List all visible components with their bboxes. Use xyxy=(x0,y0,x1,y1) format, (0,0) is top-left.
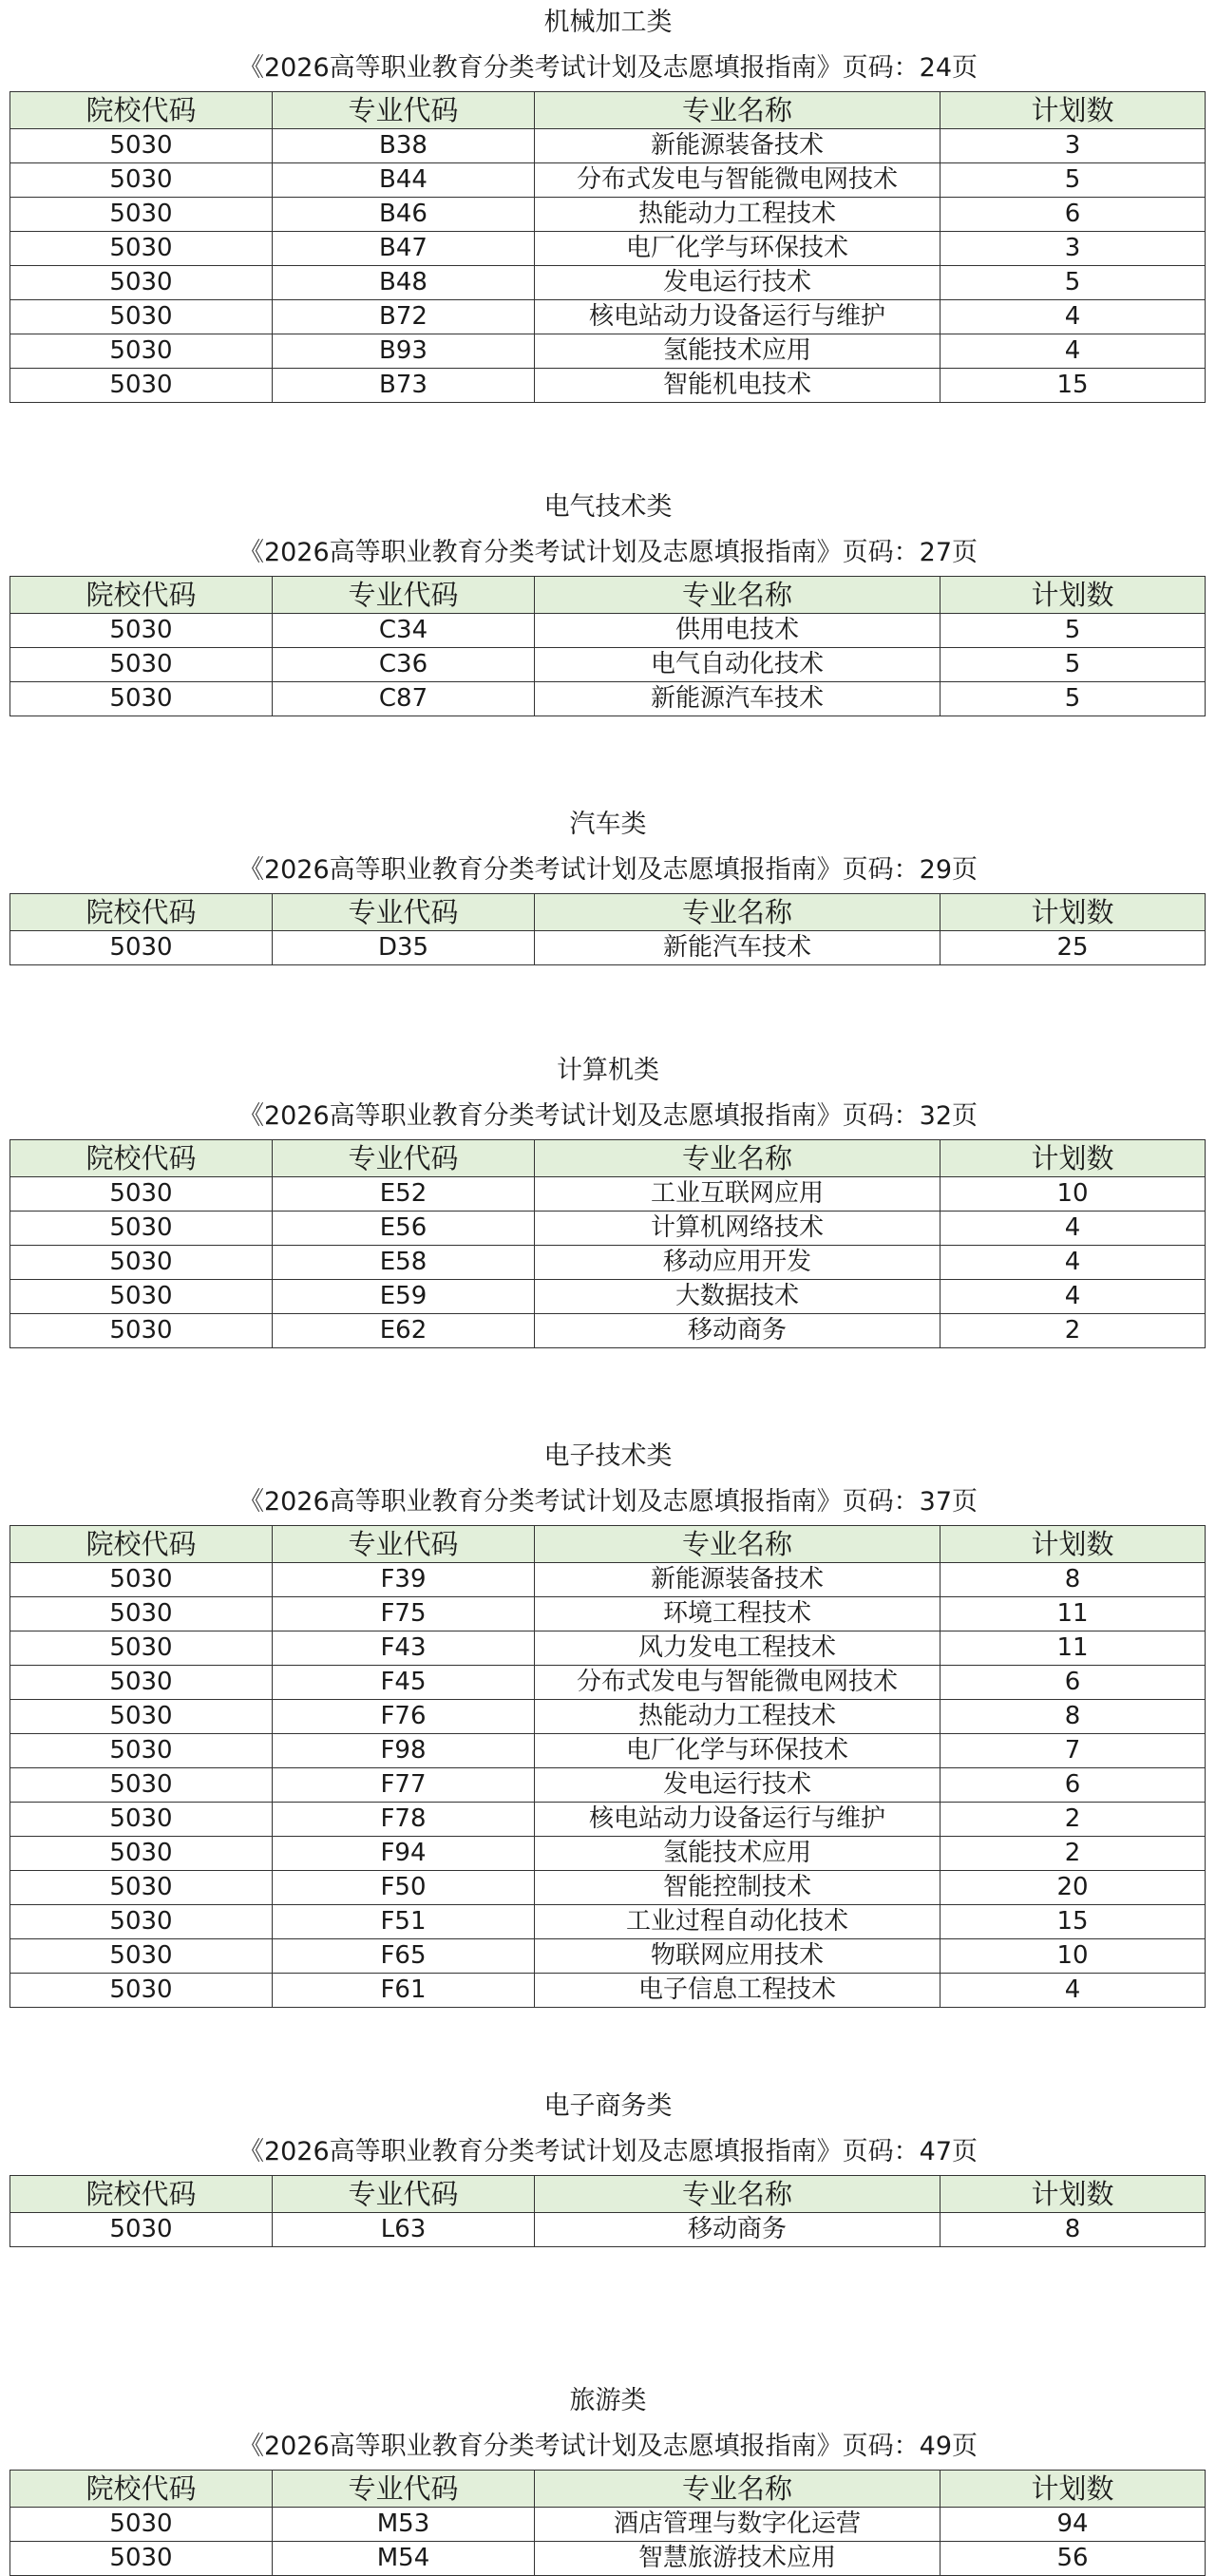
major-code-cell: M54 xyxy=(273,2542,535,2576)
table-row xyxy=(10,1666,1206,1700)
major-code-cell: F98 xyxy=(273,1734,535,1768)
plan-count-cell: 4 xyxy=(940,334,1206,369)
category-title: 电子技术类 xyxy=(543,1441,673,1471)
major-name-cell: 供用电技术 xyxy=(535,614,940,648)
major-code-cell: F45 xyxy=(273,1666,535,1700)
table-row xyxy=(10,1246,1206,1280)
header-major-name: 专业名称 xyxy=(535,92,940,129)
major-name-cell: 电气自动化技术 xyxy=(535,648,940,682)
table-row xyxy=(10,1280,1206,1314)
header-plan-count: 计划数 xyxy=(940,577,1206,614)
school-code-cell: 5030 xyxy=(10,682,273,716)
plan-count-cell: 2 xyxy=(940,1837,1206,1871)
table-header-row xyxy=(10,2471,1206,2508)
category-section xyxy=(0,1048,1216,1348)
plan-count-cell: 5 xyxy=(940,163,1206,198)
plan-count-cell: 4 xyxy=(940,300,1206,334)
major-name-cell: 电子信息工程技术 xyxy=(535,1974,940,2008)
major-code-cell: F43 xyxy=(273,1631,535,1666)
school-code-cell: 5030 xyxy=(10,2542,273,2576)
school-code-cell: 5030 xyxy=(10,1837,273,1871)
header-school-code: 院校代码 xyxy=(10,894,273,931)
plan-count-cell: 94 xyxy=(940,2508,1206,2542)
plan-count-cell: 10 xyxy=(940,1177,1206,1212)
major-name-cell: 新能源汽车技术 xyxy=(535,682,940,716)
major-code-cell: F78 xyxy=(273,1803,535,1837)
major-name-cell: 智能控制技术 xyxy=(535,1871,940,1905)
major-code-cell: F61 xyxy=(273,1974,535,2008)
plan-count-cell: 8 xyxy=(940,1563,1206,1597)
school-code-cell: 5030 xyxy=(10,1212,273,1246)
header-school-code: 院校代码 xyxy=(10,92,273,129)
plan-count-cell: 11 xyxy=(940,1597,1206,1631)
plan-table xyxy=(10,2175,1206,2247)
header-major-code: 专业代码 xyxy=(273,2176,535,2213)
major-name-cell: 电厂化学与环保技术 xyxy=(535,232,940,266)
plan-table xyxy=(10,2470,1206,2576)
school-code-cell: 5030 xyxy=(10,2213,273,2247)
school-code-cell: 5030 xyxy=(10,1597,273,1631)
plan-count-cell: 3 xyxy=(940,129,1206,163)
major-name-cell: 移动商务 xyxy=(535,2213,940,2247)
major-code-cell: E62 xyxy=(273,1314,535,1348)
header-major-name: 专业名称 xyxy=(535,1140,940,1177)
category-title: 计算机类 xyxy=(557,1056,659,1085)
header-major-code: 专业代码 xyxy=(273,2471,535,2508)
major-name-cell: 热能动力工程技术 xyxy=(535,1700,940,1734)
school-code-cell: 5030 xyxy=(10,1631,273,1666)
category-section xyxy=(0,2378,1216,2576)
table-row xyxy=(10,1563,1206,1597)
major-code-cell: F76 xyxy=(273,1700,535,1734)
header-major-name: 专业名称 xyxy=(535,577,940,614)
plan-count-cell: 15 xyxy=(940,1905,1206,1939)
major-code-cell: D35 xyxy=(273,931,535,965)
table-row xyxy=(10,1700,1206,1734)
plan-count-cell: 10 xyxy=(940,1939,1206,1974)
plan-count-cell: 11 xyxy=(940,1631,1206,1666)
plan-count-cell: 5 xyxy=(940,682,1206,716)
table-row xyxy=(10,1734,1206,1768)
table-row xyxy=(10,334,1206,369)
school-code-cell: 5030 xyxy=(10,334,273,369)
major-name-cell: 计算机网络技术 xyxy=(535,1212,940,1246)
guide-page-reference: 《2026高等职业教育分类考试计划及志愿填报指南》页码：37页 xyxy=(238,1487,978,1517)
school-code-cell: 5030 xyxy=(10,1280,273,1314)
major-code-cell: F50 xyxy=(273,1871,535,1905)
major-name-cell: 酒店管理与数字化运营 xyxy=(535,2508,940,2542)
header-major-code: 专业代码 xyxy=(273,1526,535,1563)
header-plan-count: 计划数 xyxy=(940,2176,1206,2213)
major-name-cell: 热能动力工程技术 xyxy=(535,198,940,232)
major-code-cell: B93 xyxy=(273,334,535,369)
major-code-cell: E58 xyxy=(273,1246,535,1280)
plan-count-cell: 4 xyxy=(940,1212,1206,1246)
major-name-cell: 智慧旅游技术应用 xyxy=(535,2542,940,2576)
plan-count-cell: 20 xyxy=(940,1871,1206,1905)
table-row xyxy=(10,1939,1206,1974)
guide-page-reference: 《2026高等职业教育分类考试计划及志愿填报指南》页码：24页 xyxy=(238,53,978,83)
major-name-cell: 发电运行技术 xyxy=(535,1768,940,1803)
plan-count-cell: 2 xyxy=(940,1803,1206,1837)
table-row xyxy=(10,198,1206,232)
major-name-cell: 工业过程自动化技术 xyxy=(535,1905,940,1939)
major-code-cell: E59 xyxy=(273,1280,535,1314)
plan-count-cell: 6 xyxy=(940,1666,1206,1700)
category-section xyxy=(0,485,1216,716)
major-code-cell: B46 xyxy=(273,198,535,232)
major-name-cell: 新能源装备技术 xyxy=(535,1563,940,1597)
header-school-code: 院校代码 xyxy=(10,2176,273,2213)
plan-count-cell: 5 xyxy=(940,648,1206,682)
header-major-code: 专业代码 xyxy=(273,1140,535,1177)
table-row xyxy=(10,1631,1206,1666)
header-school-code: 院校代码 xyxy=(10,1140,273,1177)
major-code-cell: L63 xyxy=(273,2213,535,2247)
major-code-cell: E56 xyxy=(273,1212,535,1246)
major-code-cell: E52 xyxy=(273,1177,535,1212)
table-row xyxy=(10,266,1206,300)
header-plan-count: 计划数 xyxy=(940,2471,1206,2508)
school-code-cell: 5030 xyxy=(10,232,273,266)
table-row xyxy=(10,2213,1206,2247)
table-header-row xyxy=(10,2176,1206,2213)
major-name-cell: 大数据技术 xyxy=(535,1280,940,1314)
school-code-cell: 5030 xyxy=(10,1974,273,2008)
plan-count-cell: 56 xyxy=(940,2542,1206,2576)
plan-count-cell: 8 xyxy=(940,2213,1206,2247)
major-name-cell: 核电站动力设备运行与维护 xyxy=(535,1803,940,1837)
major-code-cell: M53 xyxy=(273,2508,535,2542)
category-title: 旅游类 xyxy=(569,2386,647,2415)
header-major-name: 专业名称 xyxy=(535,2471,940,2508)
table-row xyxy=(10,129,1206,163)
school-code-cell: 5030 xyxy=(10,266,273,300)
table-row xyxy=(10,614,1206,648)
plan-table xyxy=(10,1525,1206,2008)
header-school-code: 院校代码 xyxy=(10,2471,273,2508)
table-row xyxy=(10,300,1206,334)
category-section xyxy=(0,0,1216,403)
school-code-cell: 5030 xyxy=(10,129,273,163)
plan-table xyxy=(10,1139,1206,1348)
table-row xyxy=(10,1837,1206,1871)
header-plan-count: 计划数 xyxy=(940,1526,1206,1563)
header-school-code: 院校代码 xyxy=(10,1526,273,1563)
major-name-cell: 风力发电工程技术 xyxy=(535,1631,940,1666)
category-section xyxy=(0,1434,1216,2008)
school-code-cell: 5030 xyxy=(10,1177,273,1212)
table-header-row xyxy=(10,92,1206,129)
major-code-cell: B47 xyxy=(273,232,535,266)
header-school-code: 院校代码 xyxy=(10,577,273,614)
guide-page-reference: 《2026高等职业教育分类考试计划及志愿填报指南》页码：32页 xyxy=(238,1101,978,1131)
table-row xyxy=(10,648,1206,682)
header-major-name: 专业名称 xyxy=(535,2176,940,2213)
school-code-cell: 5030 xyxy=(10,614,273,648)
category-title: 机械加工类 xyxy=(543,8,673,37)
major-code-cell: F94 xyxy=(273,1837,535,1871)
major-name-cell: 新能汽车技术 xyxy=(535,931,940,965)
major-name-cell: 智能机电技术 xyxy=(535,369,940,403)
major-name-cell: 新能源装备技术 xyxy=(535,129,940,163)
major-name-cell: 环境工程技术 xyxy=(535,1597,940,1631)
header-major-name: 专业名称 xyxy=(535,894,940,931)
major-code-cell: F51 xyxy=(273,1905,535,1939)
school-code-cell: 5030 xyxy=(10,369,273,403)
plan-table xyxy=(10,91,1206,403)
table-row xyxy=(10,369,1206,403)
school-code-cell: 5030 xyxy=(10,1768,273,1803)
table-row xyxy=(10,1974,1206,2008)
major-code-cell: B44 xyxy=(273,163,535,198)
major-name-cell: 核电站动力设备运行与维护 xyxy=(535,300,940,334)
plan-table xyxy=(10,576,1206,716)
school-code-cell: 5030 xyxy=(10,2508,273,2542)
major-name-cell: 发电运行技术 xyxy=(535,266,940,300)
school-code-cell: 5030 xyxy=(10,163,273,198)
school-code-cell: 5030 xyxy=(10,198,273,232)
school-code-cell: 5030 xyxy=(10,1314,273,1348)
school-code-cell: 5030 xyxy=(10,300,273,334)
major-code-cell: C36 xyxy=(273,648,535,682)
table-header-row xyxy=(10,894,1206,931)
school-code-cell: 5030 xyxy=(10,931,273,965)
header-major-code: 专业代码 xyxy=(273,894,535,931)
plan-count-cell: 8 xyxy=(940,1700,1206,1734)
school-code-cell: 5030 xyxy=(10,1700,273,1734)
school-code-cell: 5030 xyxy=(10,1939,273,1974)
plan-count-cell: 6 xyxy=(940,1768,1206,1803)
table-row xyxy=(10,682,1206,716)
major-code-cell: C34 xyxy=(273,614,535,648)
school-code-cell: 5030 xyxy=(10,1666,273,1700)
school-code-cell: 5030 xyxy=(10,1905,273,1939)
plan-count-cell: 6 xyxy=(940,198,1206,232)
table-row xyxy=(10,163,1206,198)
major-name-cell: 氢能技术应用 xyxy=(535,1837,940,1871)
guide-page-reference: 《2026高等职业教育分类考试计划及志愿填报指南》页码：27页 xyxy=(238,538,978,567)
plan-table xyxy=(10,893,1206,965)
table-row xyxy=(10,1803,1206,1837)
header-plan-count: 计划数 xyxy=(940,1140,1206,1177)
major-name-cell: 移动应用开发 xyxy=(535,1246,940,1280)
category-title: 电气技术类 xyxy=(543,492,673,522)
table-header-row xyxy=(10,577,1206,614)
plan-count-cell: 3 xyxy=(940,232,1206,266)
school-code-cell: 5030 xyxy=(10,1563,273,1597)
major-code-cell: F39 xyxy=(273,1563,535,1597)
plan-count-cell: 4 xyxy=(940,1280,1206,1314)
table-row xyxy=(10,1871,1206,1905)
major-code-cell: B73 xyxy=(273,369,535,403)
plan-count-cell: 5 xyxy=(940,266,1206,300)
header-major-code: 专业代码 xyxy=(273,577,535,614)
table-row xyxy=(10,2508,1206,2542)
school-code-cell: 5030 xyxy=(10,1246,273,1280)
category-section xyxy=(0,802,1216,965)
school-code-cell: 5030 xyxy=(10,1803,273,1837)
major-code-cell: F75 xyxy=(273,1597,535,1631)
major-code-cell: B38 xyxy=(273,129,535,163)
major-code-cell: C87 xyxy=(273,682,535,716)
plan-count-cell: 2 xyxy=(940,1314,1206,1348)
major-name-cell: 分布式发电与智能微电网技术 xyxy=(535,1666,940,1700)
table-header-row xyxy=(10,1140,1206,1177)
plan-count-cell: 4 xyxy=(940,1974,1206,2008)
header-major-name: 专业名称 xyxy=(535,1526,940,1563)
major-code-cell: B72 xyxy=(273,300,535,334)
major-name-cell: 物联网应用技术 xyxy=(535,1939,940,1974)
plan-count-cell: 4 xyxy=(940,1246,1206,1280)
plan-count-cell: 7 xyxy=(940,1734,1206,1768)
table-row xyxy=(10,931,1206,965)
school-code-cell: 5030 xyxy=(10,1734,273,1768)
header-plan-count: 计划数 xyxy=(940,92,1206,129)
guide-page-reference: 《2026高等职业教育分类考试计划及志愿填报指南》页码：29页 xyxy=(238,855,978,885)
table-row xyxy=(10,1905,1206,1939)
guide-page-reference: 《2026高等职业教育分类考试计划及志愿填报指南》页码：49页 xyxy=(238,2432,978,2461)
major-code-cell: B48 xyxy=(273,266,535,300)
header-plan-count: 计划数 xyxy=(940,894,1206,931)
table-row xyxy=(10,1177,1206,1212)
school-code-cell: 5030 xyxy=(10,1871,273,1905)
table-row xyxy=(10,1597,1206,1631)
table-header-row xyxy=(10,1526,1206,1563)
header-major-code: 专业代码 xyxy=(273,92,535,129)
major-name-cell: 工业互联网应用 xyxy=(535,1177,940,1212)
category-title: 汽车类 xyxy=(569,810,647,839)
major-name-cell: 分布式发电与智能微电网技术 xyxy=(535,163,940,198)
major-code-cell: F77 xyxy=(273,1768,535,1803)
plan-count-cell: 15 xyxy=(940,369,1206,403)
major-code-cell: F65 xyxy=(273,1939,535,1974)
table-row xyxy=(10,232,1206,266)
plan-count-cell: 5 xyxy=(940,614,1206,648)
category-title: 电子商务类 xyxy=(543,2091,673,2121)
table-row xyxy=(10,1768,1206,1803)
guide-page-reference: 《2026高等职业教育分类考试计划及志愿填报指南》页码：47页 xyxy=(238,2137,978,2166)
plan-count-cell: 25 xyxy=(940,931,1206,965)
school-code-cell: 5030 xyxy=(10,648,273,682)
table-row xyxy=(10,1212,1206,1246)
major-name-cell: 氢能技术应用 xyxy=(535,334,940,369)
table-row xyxy=(10,1314,1206,1348)
major-name-cell: 电厂化学与环保技术 xyxy=(535,1734,940,1768)
category-section xyxy=(0,2084,1216,2247)
major-name-cell: 移动商务 xyxy=(535,1314,940,1348)
